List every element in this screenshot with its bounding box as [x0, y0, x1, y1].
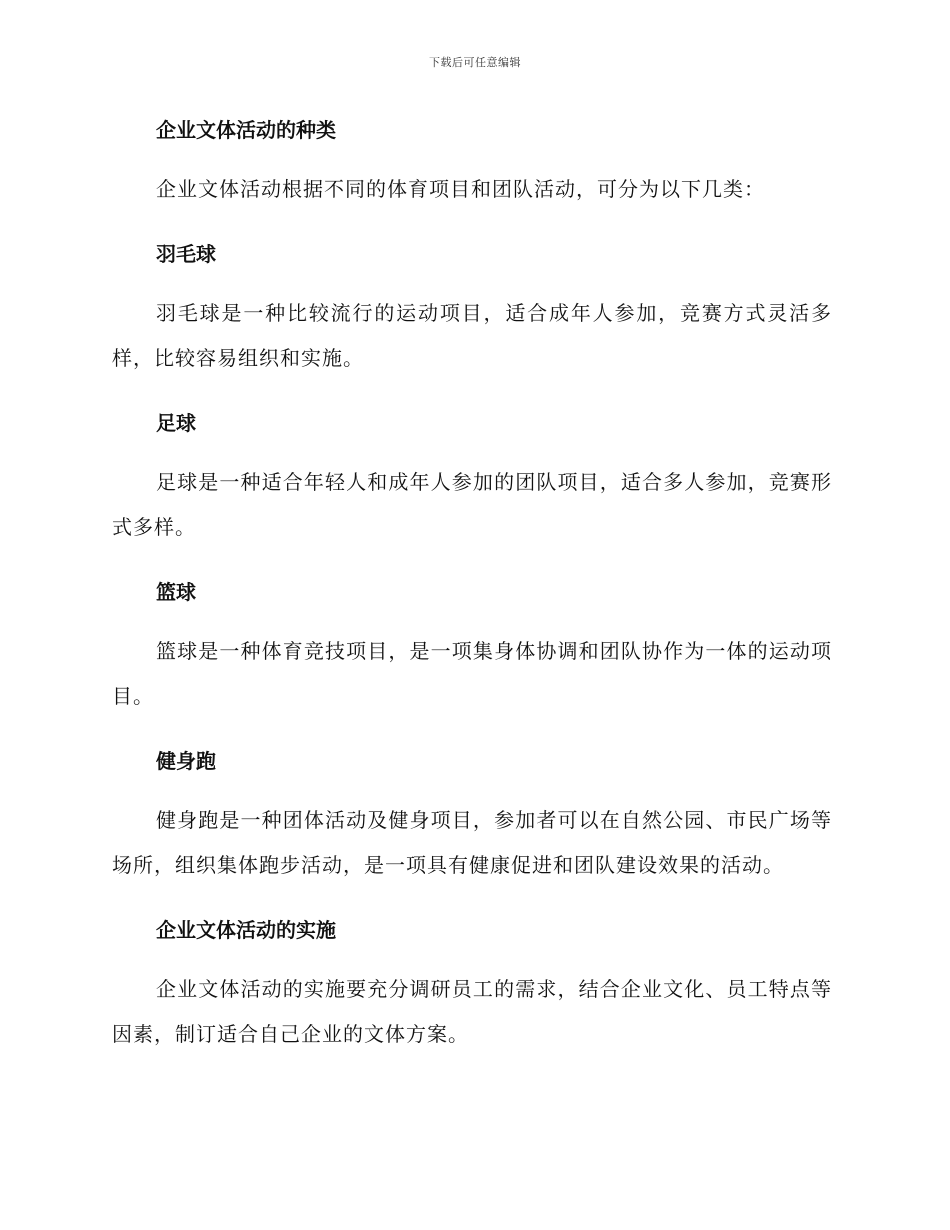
- paragraph-basketball: 篮球是一种体育竞技项目，是一项集身体协调和团队协作为一体的运动项目。: [112, 639, 832, 708]
- section-heading-types: 企业文体活动的种类: [156, 118, 336, 142]
- header-note: 下载后可任意编辑: [429, 56, 521, 69]
- paragraph-intro: 企业文体活动根据不同的体育项目和团队活动，可分为以下几类：: [156, 177, 765, 201]
- document-body: [112, 112, 832, 1081]
- paragraph-badminton: 羽毛球是一种比较流行的运动项目，适合成年人参加，竞赛方式灵活多样，比较容易组织和实施。: [112, 301, 832, 370]
- section-heading-running: 健身跑: [156, 749, 216, 773]
- paragraph-implementation: 企业文体活动的实施要充分调研员工的需求，结合企业文化、员工特点等因素，制订适合自己企业的文体方案。: [112, 977, 832, 1046]
- section-heading-football: 足球: [156, 411, 196, 435]
- paragraph-football: 足球是一种适合年轻人和成年人参加的团队项目，适合多人参加，竞赛形式多样。: [112, 470, 832, 539]
- section-heading-basketball: 篮球: [156, 580, 196, 604]
- section-heading-implementation: 企业文体活动的实施: [156, 918, 336, 942]
- section-heading-badminton: 羽毛球: [156, 242, 216, 266]
- paragraph-running: 健身跑是一种团体活动及健身项目，参加者可以在自然公园、市民广场等场所，组织集体跑步活动，是一项具有健康促进和团队建设效果的活动。: [112, 808, 832, 877]
